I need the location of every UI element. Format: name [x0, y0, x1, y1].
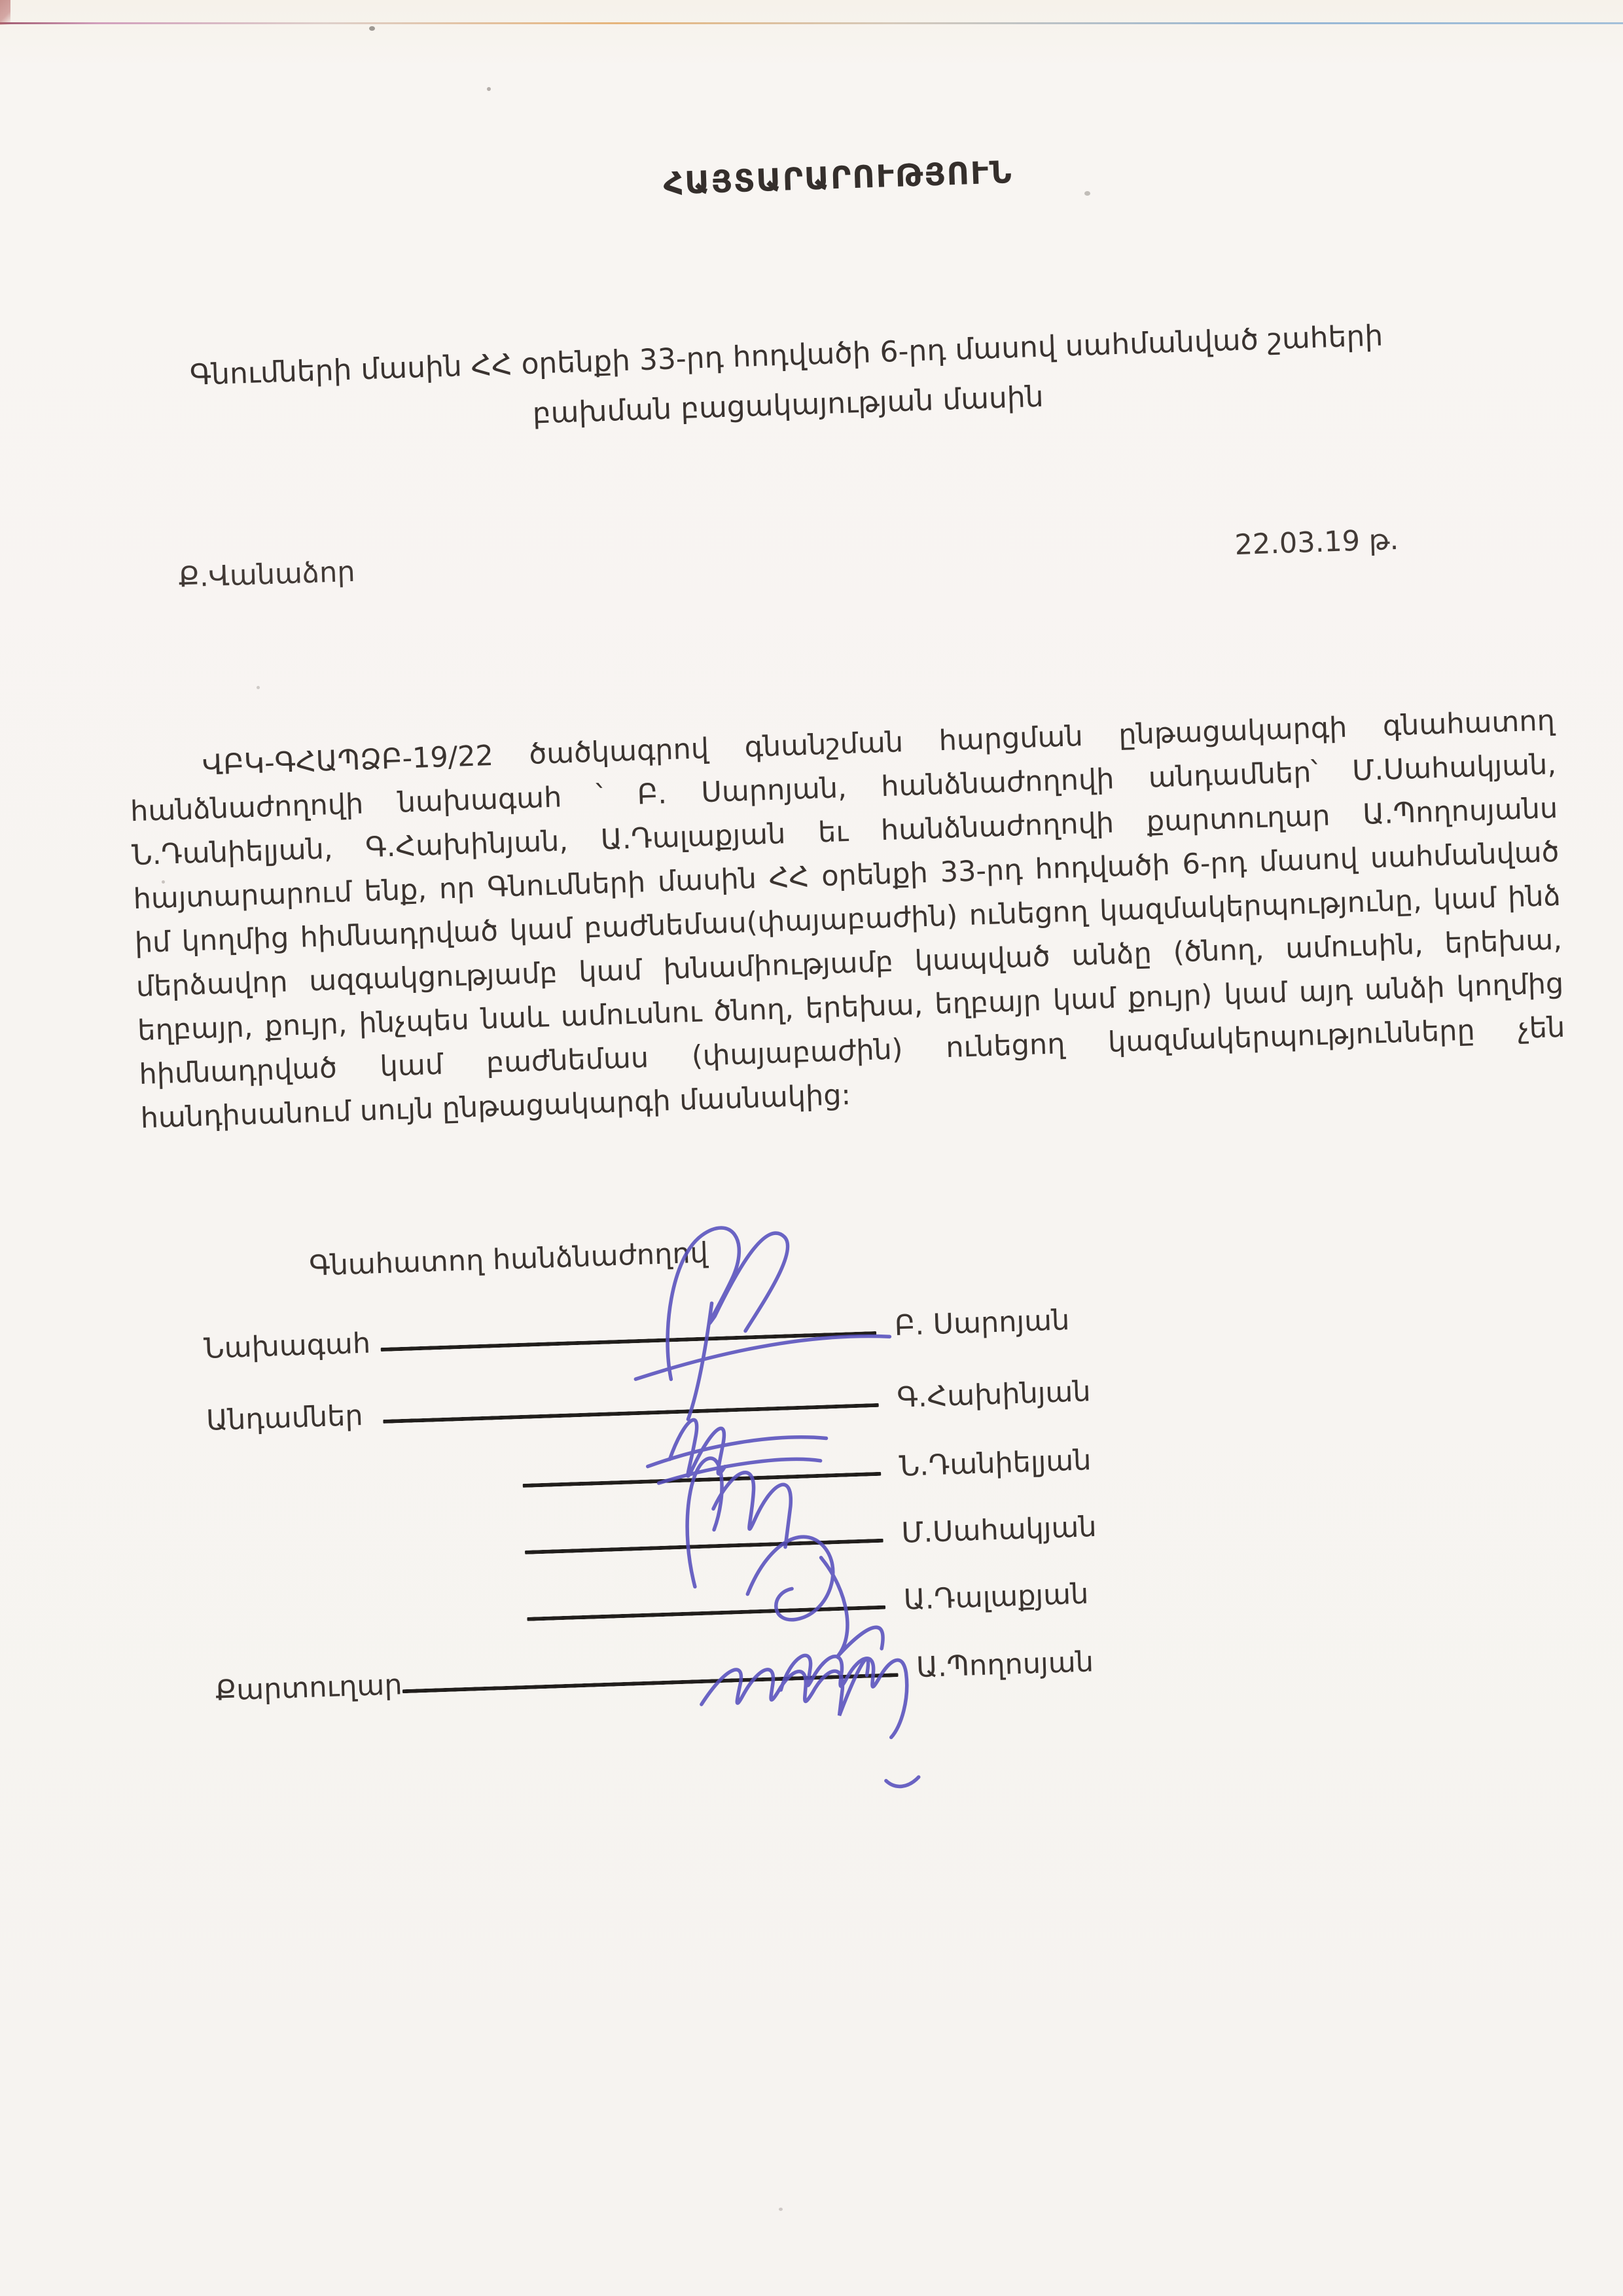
role-label: Նախագահ	[203, 1327, 371, 1365]
signature-section-heading: Գնահատող հանձնաժողով	[308, 1236, 709, 1283]
signature-row-member	[205, 1369, 1279, 1437]
signature-row-chairman	[204, 1297, 1277, 1365]
signature-line	[402, 1673, 899, 1693]
signature-ink	[886, 1777, 919, 1787]
signer-name: Ա.Դալաքյան	[902, 1577, 1090, 1617]
signature-row-member	[208, 1438, 1282, 1506]
signer-name: Գ.Հախինյան	[896, 1375, 1092, 1414]
declaration-body: ՎԲԿ-ԳՀԱՊՁԲ-19/22 ծածկագրով գնանշման հարցման ընթացակարգի գնահատող հանձնաժողովի նախագահ ՝ Բ. Սարոյան, հանձնաժողովի անդամներ՝ Մ.Սահակյան, Ն.Դանիելյան, Գ.Հախինյան, Ա.Դալաքյան եւ հանձնաժողովի քարտուղար Ա.Պողոսյանս հայտարարում ենք, որ Գնումների մասին ՀՀ օրենքի 33-րդ հոդվածի 6-րդ մասով սահմանված իմ կողմից հիմնադրված կամ բաժնեմաս(փայաբաժին) ունեցող կազմակերպությունը, կամ ինձ մերձավոր ազգակցությամբ կամ խնամիությամբ կապված անձը (ծնող, ամուսին, երեխա, եղբայր, քույր, ինչպես նաև ամուսնու ծնող, երեխա, եղբայր կամ քույր) կամ այդ անձի կողմից հիմնադրված կամ բաժնեմաս (փայաբաժին) ունեցող կազմակերպությունները չեն հանդիսանում սույն ընթացակարգի մասնակից:	[130, 704, 1566, 1135]
signer-name: Ն.Դանիելյան	[899, 1444, 1092, 1483]
document-city: Ք.Վանաձոր	[177, 555, 356, 594]
role-label	[213, 1629, 527, 1640]
role-label: Անդամներ	[205, 1399, 364, 1437]
signature-line	[523, 1472, 882, 1488]
signature-line	[527, 1605, 885, 1621]
signature-line	[383, 1403, 879, 1424]
scan-artifact-corner	[0, 0, 10, 25]
role-label: Քարտուղար	[214, 1668, 403, 1708]
signer-name: Բ. Սարոյան	[894, 1304, 1071, 1342]
document-title: ՀԱՅՏԱՐԱՐՈՒԹՅՈՒՆ	[662, 154, 1014, 202]
role-label	[209, 1496, 523, 1506]
role-label	[211, 1562, 526, 1573]
signature-row-secretary	[215, 1639, 1289, 1707]
signature-row-member	[213, 1571, 1287, 1639]
signature-row-member	[210, 1504, 1284, 1572]
signer-name: Ա.Պողոսյան	[916, 1645, 1094, 1685]
signature-line	[381, 1331, 877, 1352]
document-date: 22.03.19 թ.	[1234, 523, 1399, 562]
signer-name: Մ.Սահակյան	[901, 1510, 1097, 1550]
document-subject: Գնումների մասին ՀՀ օրենքի 33-րդ հոդվածի 6-րդ մասով սահմանված շահերի բախման բացակայության մասին	[189, 319, 1384, 431]
signature-line	[525, 1539, 883, 1554]
